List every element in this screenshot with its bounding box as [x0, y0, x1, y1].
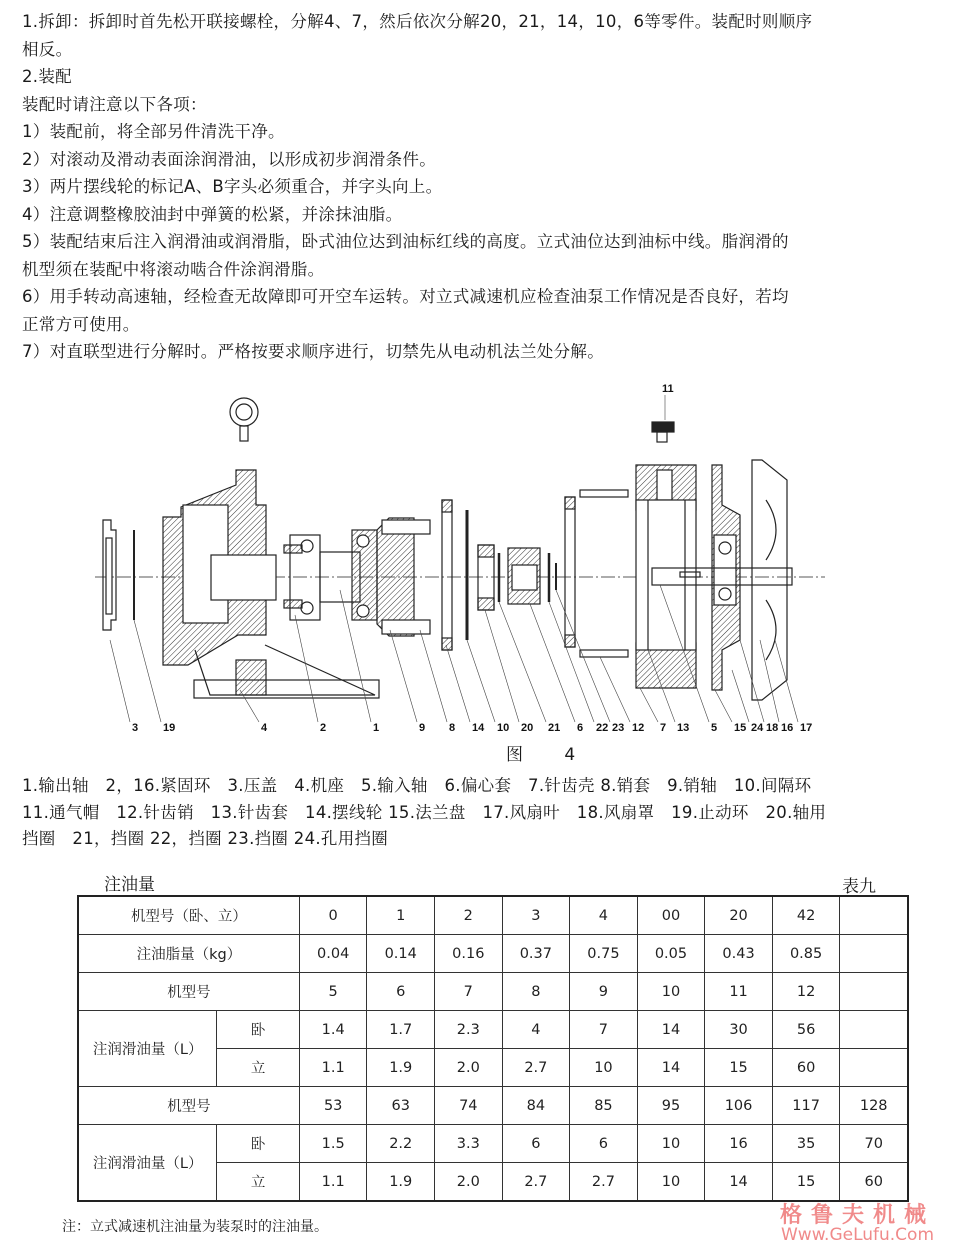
callout: 3 — [132, 722, 139, 734]
callout: 23 — [612, 722, 625, 734]
callout: 4 — [261, 722, 268, 734]
legend-line: 1.输出轴 2，16.紧固环 3.压盖 4.机座 5.输入轴 6.偏心套 7.针齿壳 8.销套 9.销轴 10.间隔环 — [22, 776, 812, 795]
instruction-line: 1.拆卸：拆卸时首先松开联接螺栓，分解4、7，然后依次分解20，21，14，10，6等零件。装配时则顺序 — [22, 12, 813, 31]
table-row: 注润滑油量（L） 卧 1.5 2.2 3.3 6 6 10 16 35 70 — [78, 1125, 908, 1163]
table-row: 注油脂量（kg） 0.04 0.14 0.16 0.37 0.75 0.05 0.43 0.85 — [78, 935, 908, 973]
instruction-line: 装配时请注意以下各项： — [22, 94, 207, 114]
callout: 19 — [163, 722, 176, 734]
watermark-brand: 格鲁夫机械 — [780, 1202, 936, 1228]
legend-line: 11.通气帽 12.针齿销 13.针齿套 14.摆线轮 15.法兰盘 17.风扇叶 18.风扇罩 19.止动环 20.轴用 — [22, 802, 827, 822]
oil-quantity-table — [77, 895, 909, 1202]
instructions — [22, 8, 942, 366]
table-row: 立 1.1 1.9 2.0 2.7 10 14 15 60 — [78, 1049, 908, 1087]
callout: 15 — [734, 722, 747, 734]
eye-bolt-icon — [230, 398, 258, 441]
callout: 8 — [449, 722, 456, 734]
sub-label-vertical: 立 — [217, 1163, 300, 1202]
sub-label-horizontal: 卧 — [217, 1125, 300, 1163]
watermark — [780, 1198, 935, 1245]
table-row: 注润滑油量（L） 卧 1.4 1.7 2.3 4 7 14 30 56 — [78, 1011, 908, 1049]
callout: 22 — [596, 722, 609, 734]
row-label: 机型号 — [78, 1087, 299, 1125]
instruction-line: 正常方可使用。 — [22, 314, 140, 334]
table-row: 机型号 5 6 7 8 9 10 11 12 — [78, 973, 908, 1011]
callout: 16 — [781, 722, 794, 734]
table-number: 表九 — [842, 877, 876, 897]
callout: 12 — [632, 722, 645, 734]
parts-legend — [22, 773, 952, 853]
callout: 13 — [677, 722, 690, 734]
table-title: 注油量 — [104, 875, 155, 895]
instruction-line: 4）注意调整橡胶油封中弹簧的松紧，并涂抹油脂。 — [22, 204, 403, 224]
instruction-line: 3）两片摆线轮的标记A、B字头必须重合，并字头向上。 — [22, 177, 443, 196]
watermark-url: Www.GeLufu.Com — [780, 1225, 935, 1245]
callout: 24 — [751, 722, 764, 734]
instruction-line: 相反。 — [22, 39, 73, 59]
row-label: 机型号（卧、立） — [78, 896, 299, 935]
exploded-assembly-diagram — [90, 380, 830, 770]
instruction-line: 2.装配 — [22, 67, 72, 86]
callout: 5 — [711, 722, 718, 734]
instruction-line: 1）装配前，将全部另件清洗干净。 — [22, 122, 285, 141]
callout: 18 — [766, 722, 779, 734]
sub-label-horizontal: 卧 — [217, 1011, 300, 1049]
sub-label-vertical: 立 — [217, 1049, 300, 1087]
callout: 14 — [472, 722, 485, 734]
figure-caption: 图 4 — [506, 745, 594, 765]
instruction-line: 7）对直联型进行分解时。严格按要求顺序进行，切禁先从电动机法兰处分解。 — [22, 342, 604, 361]
instruction-line: 5）装配结束后注入润滑油或润滑脂，卧式油位达到油标红线的高度。立式油位达到油标中线。脂润滑的 — [22, 232, 789, 251]
callout: 7 — [660, 722, 667, 734]
callout: 17 — [800, 722, 813, 734]
instruction-line: 6）用手转动高速轴，经检查无故障即可开空车运转。对立式减速机应检查油泵工作情况是否良好，若均 — [22, 287, 789, 306]
row-label: 注润滑油量（L） — [78, 1011, 217, 1087]
row-label: 注润滑油量（L） — [78, 1125, 217, 1202]
table-row: 立 1.1 1.9 2.0 2.7 2.7 10 14 15 60 — [78, 1163, 908, 1202]
callout: 1 — [373, 722, 380, 734]
legend-line: 挡圈 21，挡圈 22，挡圈 23.挡圈 24.孔用挡圈 — [22, 829, 389, 848]
callout: 20 — [521, 722, 534, 734]
callout: 10 — [497, 722, 510, 734]
table-row: 机型号（卧、立） 0 1 2 3 4 00 20 42 — [78, 896, 908, 935]
row-label: 机型号 — [78, 973, 299, 1011]
instruction-line: 机型须在装配中将滚动啮合件涂润滑脂。 — [22, 259, 325, 279]
callout: 2 — [320, 722, 327, 734]
callout: 21 — [548, 722, 561, 734]
row-label: 注油脂量（kg） — [78, 935, 299, 973]
table-note: 注：立式减速机注油量为装泵时的注油量。 — [62, 1219, 328, 1235]
callout-11: 11 — [662, 383, 674, 395]
table-row: 机型号 53 63 74 84 85 95 106 117 128 — [78, 1087, 908, 1125]
callout: 9 — [419, 722, 426, 734]
callout: 6 — [577, 722, 584, 734]
instruction-line: 2）对滚动及滑动表面涂润滑油，以形成初步润滑条件。 — [22, 149, 436, 169]
